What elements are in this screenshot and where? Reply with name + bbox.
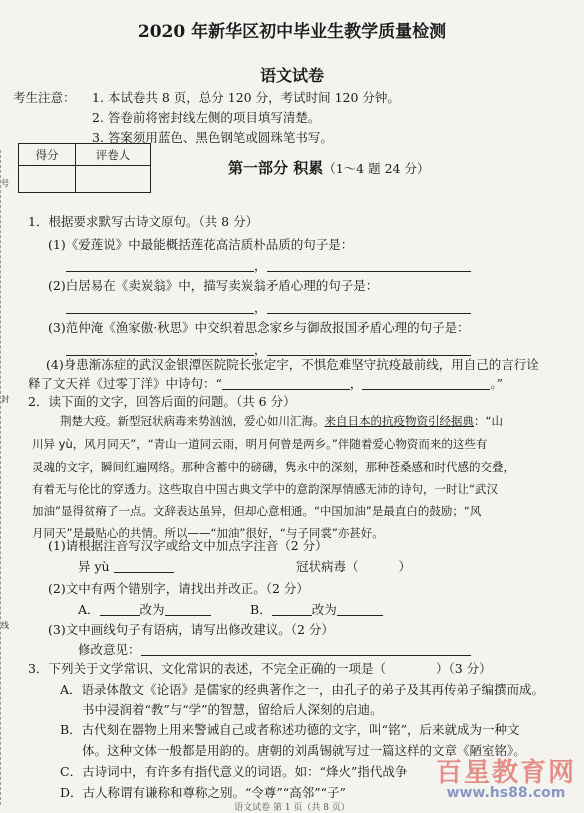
part-range: （1～4 题 24 分） [323,161,430,176]
answer-blank[interactable] [337,603,383,616]
passage-underlined: 来自日本的抗疫物资引经据典 [324,414,474,428]
score-header: 得分 [19,144,76,166]
q2-sub2-a [78,600,211,618]
word-label: 冠状病毒 [296,559,347,574]
q2-passage-line: 川异 yù，风月同天”，“青山一道同云雨，明月何曾是两乡。”伴随着爱心物资而来的这些有 [32,437,488,451]
answer-blank[interactable] [165,603,211,616]
q2-sub2-b [250,600,383,618]
watermark-url: www.hs88.com [446,785,566,801]
page-footer: 语文试卷 第 1 页（共 8 页） [234,803,350,813]
answer-blank[interactable] [222,377,350,390]
margin-label: 封 [1,395,9,404]
q2-passage-line: 月同天”是最贴心的共情。所以——“加油”很好，“与子同裳”亦甚好。 [32,526,384,540]
grader-header: 评卷人 [76,144,151,166]
answer-blank[interactable] [267,301,471,314]
q3-stem-tail: ）（3 分） [435,661,492,676]
q2-sub2: (2)文中有两个错别字，请找出并改正。（2 分） [48,581,309,596]
option-letter: B． [250,602,272,617]
q1-answer2 [66,298,471,316]
q1-sub2: (2)白居易在《卖炭翁》中，描写卖炭翁矛盾心理的句子是： [48,278,379,293]
grader-cell[interactable] [76,166,151,193]
q3-stem [28,659,492,677]
paren: （ [346,559,359,574]
comma: ， [254,258,267,273]
q2-stem: 2．读下面的文字，回答后面的问题。（共 6 分） [28,394,296,409]
q1-stem: 1．根据要求默写古诗文原句。（共 8 分） [28,214,259,229]
answer-blank[interactable] [66,259,254,272]
subject-title: 语文试卷 [259,66,324,85]
watermark-logo [436,752,576,801]
score-cell[interactable] [19,166,76,193]
q2-passage-line [60,413,503,429]
comma: ， [254,300,267,315]
q1-answer1 [66,256,471,274]
notice-item: 3. 答案须用蓝色、黑色钢笔或圆珠笔书写。 [92,130,333,145]
q1-sub3: (3)范仲淹《渔家傲·秋思》中交织着思念家乡与御敌报国矛盾心理的句子是： [48,320,470,335]
margin-label: 线 [1,621,9,630]
part-title-text: 第一部分 积累 [228,159,324,177]
watermark-title: 百星教育网 [435,758,576,788]
option-letter: A． [78,602,100,617]
q2-sub1-a [78,557,174,575]
gai-label: 改为 [139,602,165,617]
fix-label: 修改意见： [78,642,141,657]
q2-passage-line: 灵魂的文字，瞬间红遍网络。那种含蓄中的磅礴，隽永中的深刻，那种苍桑感和时代感的交叠， [32,460,515,474]
q1-sub4-text: 释了文天祥《过零丁洋》中诗句：“ [28,376,222,391]
comma: ， [349,376,363,391]
paren: ） [398,559,412,574]
answer-blank[interactable] [362,377,490,390]
q2-sub1-b [296,557,411,575]
q2-sub3: (3)文中画线句子有语病，请写出修改建议。（2 分） [48,622,334,637]
q3-stem-text: 3．下列关于文学常识、文化常识的表述，不完全正确的一项是（ [28,661,386,676]
notice-label: 考生注意： [13,90,76,105]
margin-label: 号 [1,179,9,188]
answer-blank[interactable] [66,301,254,314]
q3-option-d: D．古人称谓有谦称和尊称之别。“令尊”“高邻”“子” [60,785,346,800]
passage-text: ：“山 [474,414,503,428]
comma: ， [254,342,267,357]
exam-title: 2020 年新华区初中毕业生教学质量检测 [137,22,447,42]
q2-passage-line: 加油”显得贫瘠了一点。文辞表达虽异，但却心意相通。“中国加油”是最直白的鼓励；“风 [32,504,482,518]
passage-text: 荆楚大疫。新型冠状病毒来势汹汹，爱心如川汇海。 [60,414,325,428]
notice-item: 2. 答卷前将密封线左侧的项目填写清楚。 [92,110,321,125]
answer-blank[interactable] [141,643,471,656]
pinyin-label: 异 yù [78,559,110,574]
part-title [228,157,429,178]
q3-option-b-cont: 体。这种文体一般都是用韵的。唐朝的刘禹锡就写过一篇这样的文章《陋室铭》。 [82,743,526,758]
notice-item: 1. 本试卷共 8 页，总分 120 分，考试时间 120 分钟。 [92,90,400,105]
q2-sub3-fix [78,640,471,658]
q3-option-a-cont: 书中浸润着“教”与“学”的智慧，留给后人深刻的启迪。 [82,702,383,717]
q3-option-b: B．古代刻在器物上用来警诫自己或者称述功德的文字，叫“铭”，后来就成为一种文 [60,722,520,737]
q1-sub4: (4)身患渐冻症的武汉金银潭医院院长张定宇，不惧危难坚守抗疫最前线，用自己的言行诠 [46,357,539,372]
q2-sub1: (1)请根据注音写汉字或给文中加点字注音（2 分） [48,538,328,553]
quote-end: 。” [490,376,504,391]
q3-option-a: A．语录体散文《论语》是儒家的经典著作之一，由孔子的弟子及其再传弟子编撰而成。 [60,682,545,697]
q2-passage-line: 有着无与伦比的穿透力。这些取自中国古典文学中的意韵深厚情感无沛的诗句，一时让“武汉 [32,482,498,496]
gai-label: 改为 [311,602,337,617]
q1-sub1: (1)《爱莲说》中最能概括莲花高洁质朴品质的句子是： [48,237,354,252]
answer-blank[interactable] [267,259,471,272]
score-table [18,143,151,193]
seal-line [0,150,5,805]
answer-blank[interactable] [100,603,140,616]
q3-option-c: C．古诗词中，有许多有指代意义的词语。如：“烽火”指代战争 [60,764,408,779]
answer-blank[interactable] [272,603,312,616]
q1-sub4-line [28,374,503,392]
answer-blank[interactable] [114,560,174,573]
